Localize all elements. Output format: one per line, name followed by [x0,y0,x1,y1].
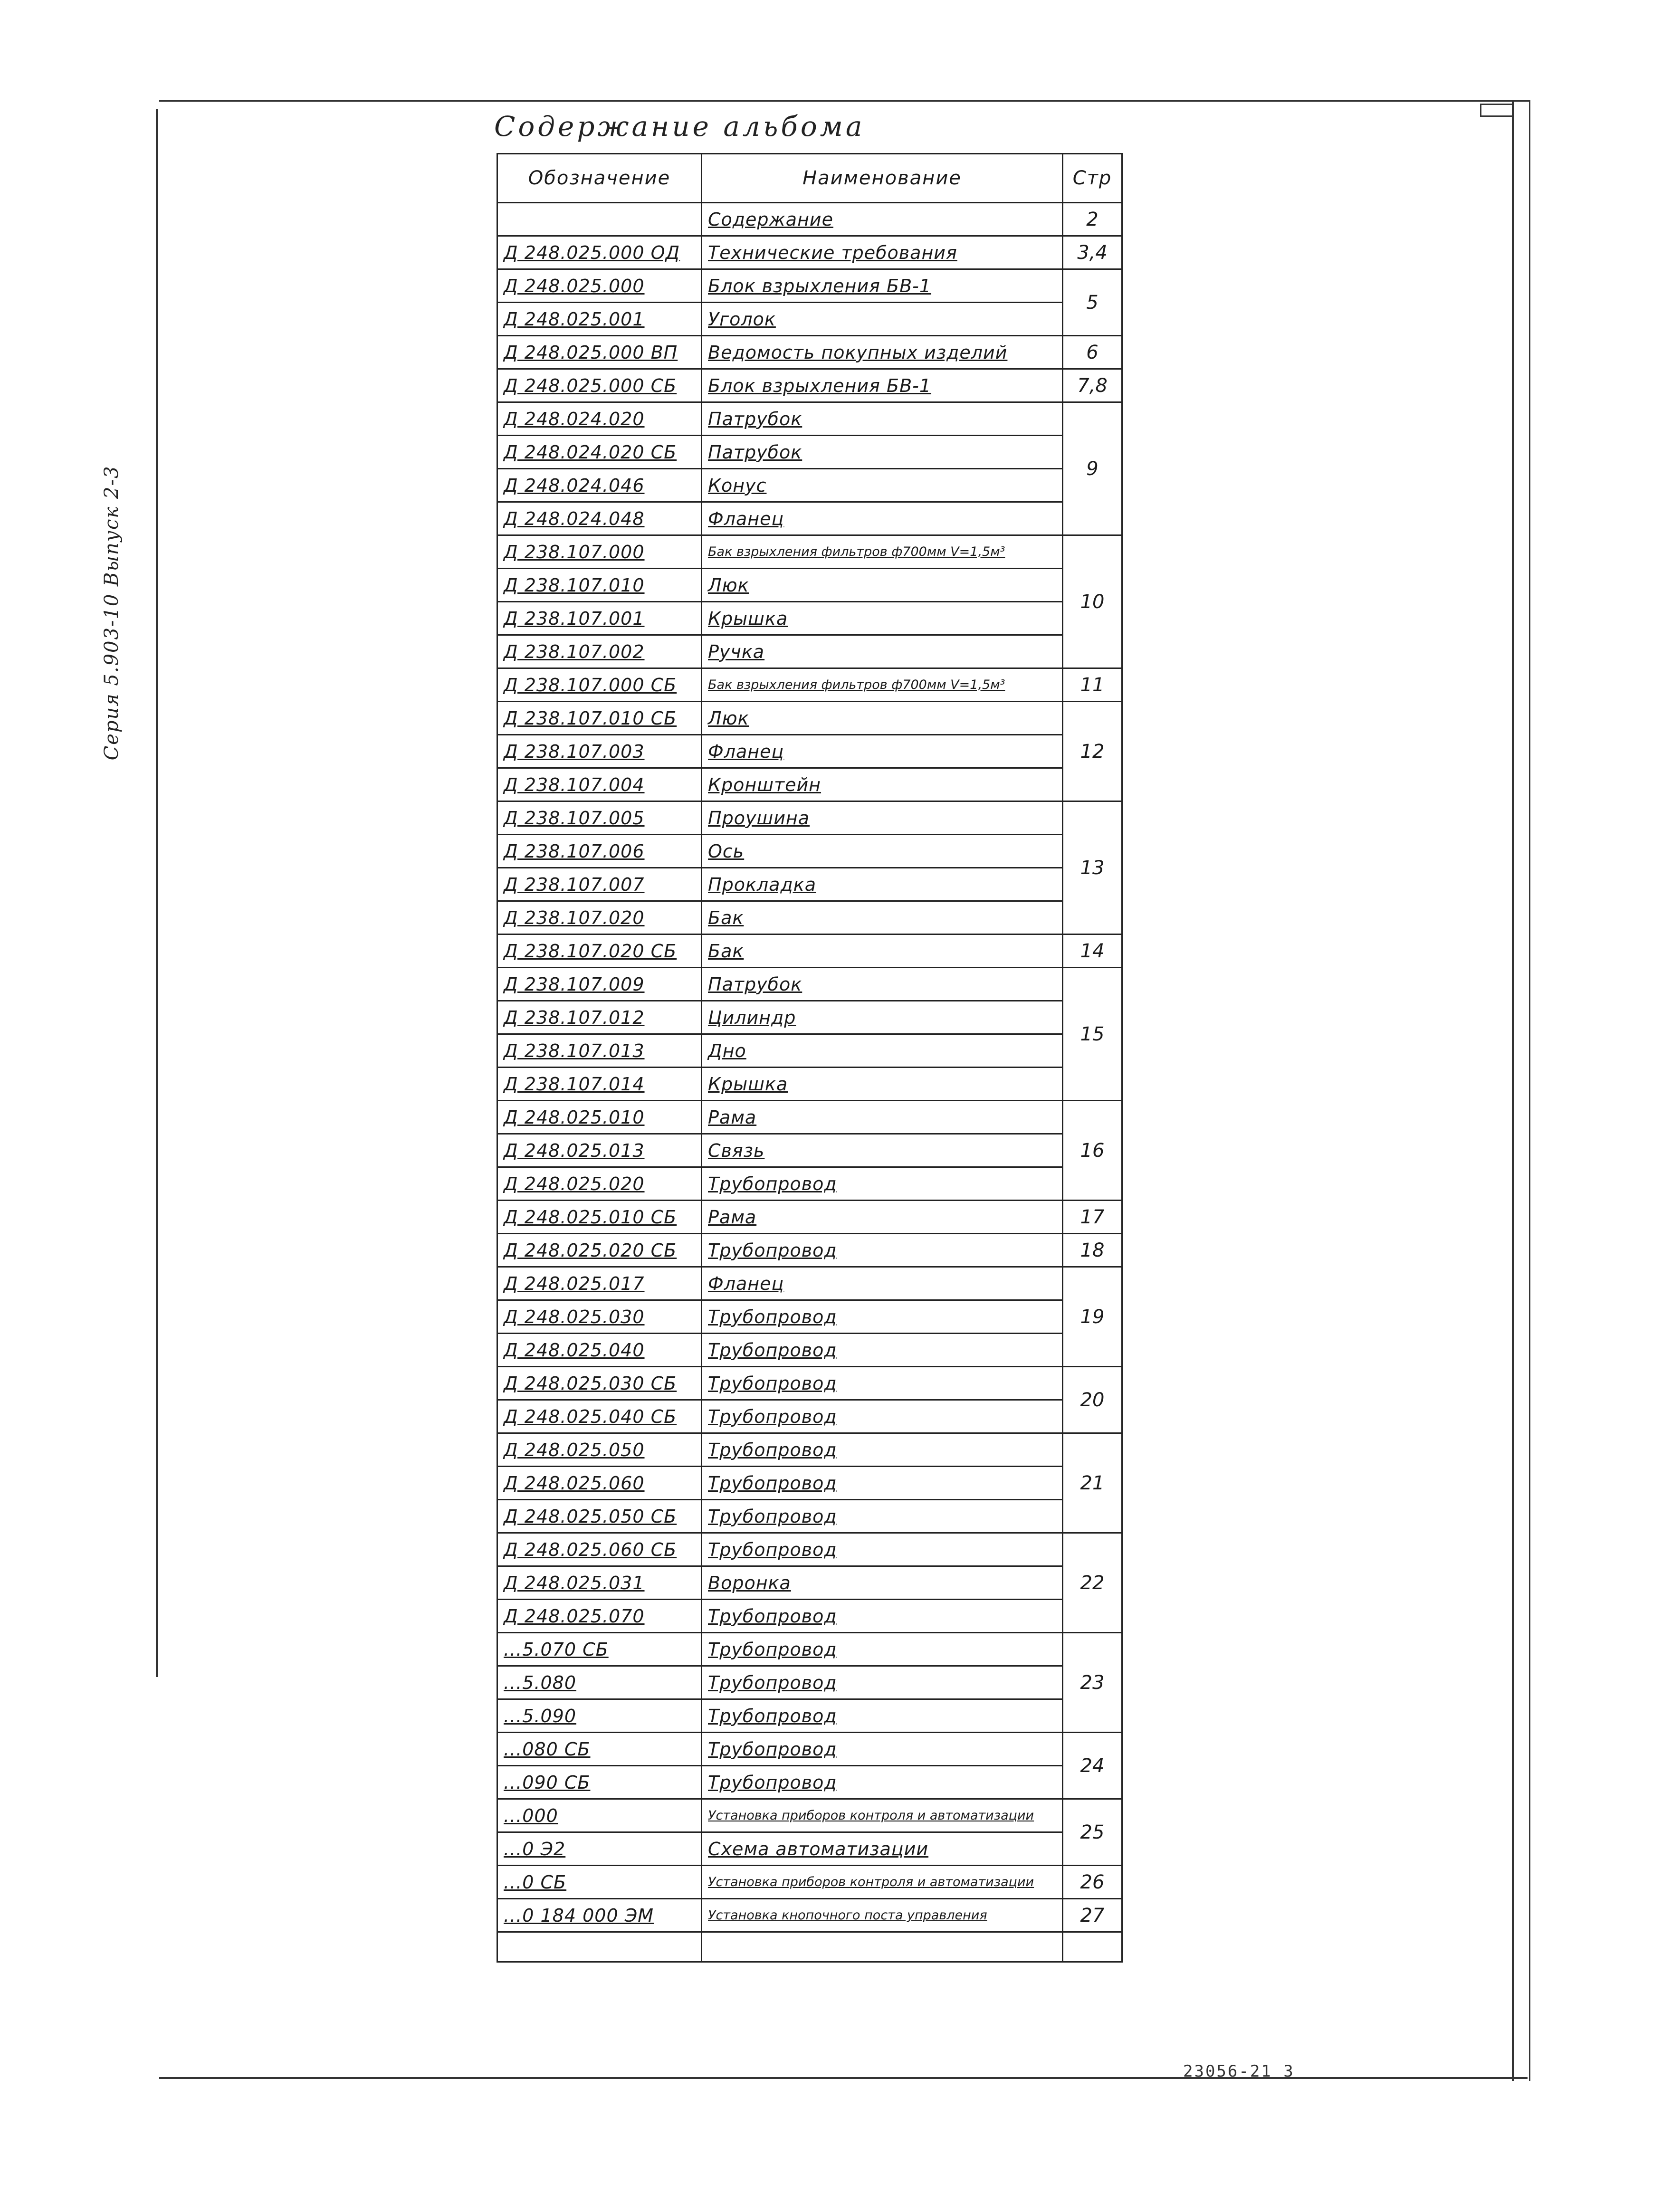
table-row [497,668,1122,702]
row-name: Патрубок [702,436,1063,469]
row-page: 15 [1063,968,1122,1101]
row-name: Люк [702,569,1063,602]
row-page: 14 [1063,934,1122,968]
row-page: 22 [1063,1533,1122,1633]
row-code: ...080 СБ [497,1733,702,1766]
row-page: 26 [1063,1866,1122,1899]
frame-left-line [156,109,158,1677]
table-row [497,1300,1122,1334]
row-name: Трубопровод [702,1300,1063,1334]
row-code: Д 248.024.046 [497,469,702,502]
header-page: Стр [1063,154,1122,203]
header-code: Обозначение [497,154,702,203]
table-row [497,602,1122,635]
table-row [497,1234,1122,1267]
row-code: ...000 [497,1799,702,1832]
table-row [497,1201,1122,1234]
row-name: Цилиндр [702,1001,1063,1034]
row-code: Д 238.107.004 [497,768,702,801]
table-row [497,768,1122,801]
row-code: Д 248.025.010 СБ [497,1201,702,1234]
row-name: Фланец [702,1267,1063,1300]
row-code: Д 238.107.000 СБ [497,668,702,702]
row-code: Д 248.025.030 СБ [497,1367,702,1400]
table-row [497,702,1122,735]
row-code: Д 248.025.060 [497,1467,702,1500]
row-code: Д 248.025.010 [497,1101,702,1134]
table-row [497,535,1122,569]
table-row [497,1500,1122,1533]
row-name: Патрубок [702,968,1063,1001]
row-name: Ось [702,835,1063,868]
row-code: Д 248.025.000 ОД [497,236,702,269]
row-code: Д 248.025.031 [497,1566,702,1600]
row-code: Д 238.107.013 [497,1034,702,1068]
table-row [497,1068,1122,1101]
row-name: Фланец [702,735,1063,768]
row-code: Д 248.025.060 СБ [497,1533,702,1566]
row-name: Рама [702,1101,1063,1134]
header-name: Наименование [702,154,1063,203]
frame-top-line [159,100,1530,102]
row-page: 17 [1063,1201,1122,1234]
row-name: Крышка [702,602,1063,635]
frame-right-outer-line [1529,100,1530,2081]
row-name: Трубопровод [702,1766,1063,1799]
row-page: 13 [1063,801,1122,934]
page-title: Содержание альбома [494,110,865,143]
row-code: Д 248.025.020 СБ [497,1234,702,1267]
row-page: 18 [1063,1234,1122,1267]
sheet-number: 23056-21 3 [1183,2062,1295,2081]
row-name: Проушина [702,801,1063,835]
row-code: Д 248.025.030 [497,1300,702,1334]
table-row [497,402,1122,436]
table-row [497,1766,1122,1799]
row-name: Трубопровод [702,1533,1063,1566]
table-row [497,303,1122,336]
row-code: Д 248.025.040 СБ [497,1400,702,1433]
row-name: Трубопровод [702,1433,1063,1467]
row-code: Д 238.107.020 [497,901,702,934]
row-name: Трубопровод [702,1400,1063,1433]
row-name: Конус [702,469,1063,502]
table-row [497,1101,1122,1134]
row-code: Д 248.024.020 [497,402,702,436]
table-row [497,1400,1122,1433]
table-row [497,1001,1122,1034]
table-row [497,1367,1122,1400]
row-code: Д 248.025.000 ВП [497,336,702,369]
row-name: Установка кнопочного поста управления [702,1899,1063,1932]
row-code: Д 238.107.014 [497,1068,702,1101]
row-code: Д 238.107.020 СБ [497,934,702,968]
row-code: Д 238.107.000 [497,535,702,569]
row-page: 10 [1063,535,1122,668]
row-name: Трубопровод [702,1666,1063,1699]
row-name: Трубопровод [702,1633,1063,1666]
row-name: Фланец [702,502,1063,535]
table-row [497,1566,1122,1600]
row-code: Д 238.107.005 [497,801,702,835]
table-row [497,1334,1122,1367]
row-name: Ручка [702,635,1063,668]
row-name: Рама [702,1201,1063,1234]
row-code: Д 248.024.048 [497,502,702,535]
row-name: Бак [702,934,1063,968]
row-code: Д 248.025.050 [497,1433,702,1467]
empty-cell [702,1932,1063,1962]
table-row [497,1467,1122,1500]
row-code: ...0 СБ [497,1866,702,1899]
table-row [497,203,1122,236]
row-code: ...0 Э2 [497,1832,702,1866]
table-row [497,469,1122,502]
table-row [497,1167,1122,1201]
table-row [497,968,1122,1001]
row-code: ...5.090 [497,1699,702,1733]
contents-table [497,153,1123,1963]
row-code: Д 238.107.001 [497,602,702,635]
table-row [497,1666,1122,1699]
row-code: Д 248.025.000 СБ [497,369,702,402]
table-row [497,1832,1122,1866]
row-code: Д 238.107.010 [497,569,702,602]
series-side-label: Серия 5.903-10 Выпуск 2-3 [101,465,123,761]
row-name: Блок взрыхления БВ-1 [702,269,1063,303]
row-code: Д 248.025.013 [497,1134,702,1167]
row-name: Установка приборов контроля и автоматизации [702,1799,1063,1832]
table-row [497,1433,1122,1467]
table-header-row [497,154,1122,203]
row-page: 7,8 [1063,369,1122,402]
table-row [497,1733,1122,1766]
row-code: Д 248.025.070 [497,1600,702,1633]
row-name: Трубопровод [702,1500,1063,1533]
row-name: Прокладка [702,868,1063,901]
row-code: Д 238.107.002 [497,635,702,668]
row-code: ...0 184 000 ЭМ [497,1899,702,1932]
table-row [497,1134,1122,1167]
table-row [497,436,1122,469]
row-name: Трубопровод [702,1467,1063,1500]
table-row [497,801,1122,835]
row-name: Люк [702,702,1063,735]
table-row [497,635,1122,668]
table-row [497,835,1122,868]
empty-cell [497,1932,702,1962]
row-name: Патрубок [702,402,1063,436]
table-row [497,1600,1122,1633]
row-code: Д 248.025.000 [497,269,702,303]
row-page: 25 [1063,1799,1122,1866]
row-name: Трубопровод [702,1733,1063,1766]
row-name: Дно [702,1034,1063,1068]
row-page: 23 [1063,1633,1122,1733]
row-page: 6 [1063,336,1122,369]
row-name: Установка приборов контроля и автоматизации [702,1866,1063,1899]
row-name: Трубопровод [702,1234,1063,1267]
empty-cell [1063,1932,1122,1962]
table-row [497,1533,1122,1566]
row-code: Д 248.025.040 [497,1334,702,1367]
table-row [497,502,1122,535]
row-name: Ведомость покупных изделий [702,336,1063,369]
row-code: Д 248.025.001 [497,303,702,336]
table-row [497,1866,1122,1899]
row-name: Трубопровод [702,1367,1063,1400]
row-name: Трубопровод [702,1699,1063,1733]
table-row [497,1034,1122,1068]
row-name: Схема автоматизации [702,1832,1063,1866]
row-code: Д 248.025.020 [497,1167,702,1201]
table-row [497,868,1122,901]
table-row [497,735,1122,768]
row-page: 20 [1063,1367,1122,1433]
row-name: Связь [702,1134,1063,1167]
empty-row [497,1932,1122,1962]
row-code: Д 238.107.009 [497,968,702,1001]
row-name: Блок взрыхления БВ-1 [702,369,1063,402]
table-row [497,569,1122,602]
table-row [497,336,1122,369]
row-page: 9 [1063,402,1122,535]
row-page: 2 [1063,203,1122,236]
row-page: 21 [1063,1433,1122,1533]
row-name: Содержание [702,203,1063,236]
row-code: Д 248.024.020 СБ [497,436,702,469]
row-code: ...5.070 СБ [497,1633,702,1666]
row-name: Бак [702,901,1063,934]
row-code: Д 238.107.012 [497,1001,702,1034]
row-name: Трубопровод [702,1167,1063,1201]
row-code: Д 248.025.017 [497,1267,702,1300]
row-code: Д 238.107.010 СБ [497,702,702,735]
table-row [497,1699,1122,1733]
sheet-corner-box [1480,104,1514,117]
row-page: 11 [1063,668,1122,702]
row-page: 12 [1063,702,1122,801]
row-page: 3,4 [1063,236,1122,269]
row-code: Д 238.107.007 [497,868,702,901]
table-row [497,369,1122,402]
row-name: Трубопровод [702,1334,1063,1367]
row-name: Технические требования [702,236,1063,269]
row-name: Крышка [702,1068,1063,1101]
frame-bottom-line [159,2077,1528,2079]
row-page: 27 [1063,1899,1122,1932]
table-row [497,1799,1122,1832]
contents-body [497,203,1122,1962]
row-name: Бак взрыхления фильтров ф700мм V=1,5м³ [702,668,1063,702]
table-row [497,1633,1122,1666]
row-code: ...5.080 [497,1666,702,1699]
row-name: Уголок [702,303,1063,336]
row-page: 19 [1063,1267,1122,1367]
row-page: 24 [1063,1733,1122,1799]
row-name: Бак взрыхления фильтров ф700мм V=1,5м³ [702,535,1063,569]
table-row [497,934,1122,968]
table-row [497,901,1122,934]
table-row [497,1267,1122,1300]
row-name: Кронштейн [702,768,1063,801]
row-name: Трубопровод [702,1600,1063,1633]
frame-right-line [1512,100,1514,2081]
row-code: Д 248.025.050 СБ [497,1500,702,1533]
row-code: ...090 СБ [497,1766,702,1799]
row-code [497,203,702,236]
row-name: Воронка [702,1566,1063,1600]
table-row [497,269,1122,303]
row-code: Д 238.107.006 [497,835,702,868]
row-page: 16 [1063,1101,1122,1201]
row-code: Д 238.107.003 [497,735,702,768]
table-row [497,1899,1122,1932]
table-row [497,236,1122,269]
row-page: 5 [1063,269,1122,336]
